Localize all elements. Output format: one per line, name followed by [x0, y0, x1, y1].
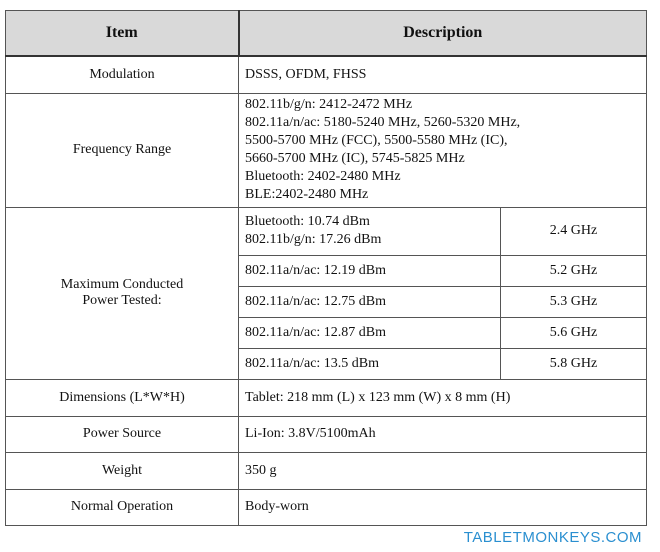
weight-row: [6, 452, 647, 489]
power-value: 802.11a/n/ac: 13.5 dBm: [239, 348, 501, 379]
frequency-line: 5500-5700 MHz (FCC), 5500-5580 MHz (IC),: [245, 133, 508, 148]
power-value: [239, 207, 501, 255]
modulation-row: [6, 56, 647, 93]
power-value-line: 802.11b/g/n: 17.26 dBm: [245, 232, 382, 247]
power-value-line: Bluetooth: 10.74 dBm: [245, 214, 370, 229]
power-band: 5.3 GHz: [501, 286, 647, 317]
item-column-header: Item: [6, 11, 239, 57]
operation-label: Normal Operation: [6, 489, 239, 525]
operation-value: Body-worn: [239, 489, 647, 525]
modulation-label: Modulation: [6, 56, 239, 93]
description-column-header: Description: [239, 11, 647, 57]
power-band: 5.2 GHz: [501, 255, 647, 286]
power-source-row: [6, 416, 647, 452]
operation-row: [6, 489, 647, 525]
frequency-label: Frequency Range: [6, 93, 239, 207]
power-source-value: Li-Ion: 3.8V/5100mAh: [239, 416, 647, 452]
frequency-line: BLE:2402-2480 MHz: [245, 187, 369, 202]
power-source-label: Power Source: [6, 416, 239, 452]
power-band: 5.8 GHz: [501, 348, 647, 379]
frequency-line: 802.11a/n/ac: 5180-5240 MHz, 5260-5320 MHz,: [245, 115, 521, 130]
dimensions-label: Dimensions (L*W*H): [6, 379, 239, 416]
weight-label: Weight: [6, 452, 239, 489]
power-band: 5.6 GHz: [501, 317, 647, 348]
spec-table: [5, 10, 647, 526]
power-row: [6, 207, 647, 255]
power-label-line: Maximum Conducted: [60, 277, 184, 292]
frequency-line: 5660-5700 MHz (IC), 5745-5825 MHz: [245, 151, 465, 166]
frequency-value: [239, 93, 647, 207]
dimensions-row: [6, 379, 647, 416]
power-value: 802.11a/n/ac: 12.19 dBm: [239, 255, 501, 286]
frequency-line: 802.11b/g/n: 2412-2472 MHz: [245, 97, 413, 112]
frequency-line: Bluetooth: 2402-2480 MHz: [245, 169, 401, 184]
power-band: 2.4 GHz: [501, 207, 647, 255]
dimensions-value: Tablet: 218 mm (L) x 123 mm (W) x 8 mm (H): [239, 379, 647, 416]
frequency-row: [6, 93, 647, 207]
power-label-line: Power Tested:: [82, 293, 162, 308]
weight-value: 350 g: [239, 452, 647, 489]
power-value: 802.11a/n/ac: 12.75 dBm: [239, 286, 501, 317]
modulation-value: DSSS, OFDM, FHSS: [239, 56, 647, 93]
power-label: [6, 207, 239, 379]
header-row: [6, 11, 647, 57]
power-value: 802.11a/n/ac: 12.87 dBm: [239, 317, 501, 348]
watermark-text: TABLETMONKEYS.COM: [463, 529, 642, 546]
